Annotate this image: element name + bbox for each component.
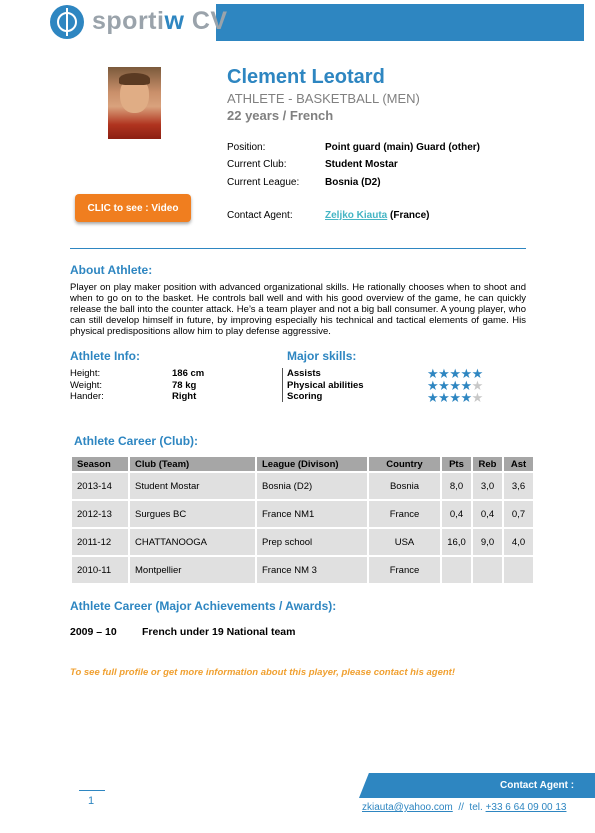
star-filled-icon: ★ xyxy=(427,390,439,405)
table-cell: 2010-11 xyxy=(72,557,128,583)
table-cell: France xyxy=(369,501,440,527)
video-button[interactable]: CLIC to see : Video xyxy=(75,194,191,222)
footer-phone-link[interactable]: +33 6 64 09 00 13 xyxy=(485,802,567,813)
skill-rating-stars xyxy=(427,392,483,404)
athlete-info-title: Athlete Info: xyxy=(70,349,140,363)
logo-text-prefix: sporti xyxy=(92,7,165,35)
league-value: Bosnia (D2) xyxy=(325,177,381,188)
height-label: Height: xyxy=(70,368,101,379)
table-cell: France NM1 xyxy=(257,501,367,527)
table-cell: 0,4 xyxy=(473,501,502,527)
athlete-name: Clement Leotard xyxy=(227,66,385,88)
table-cell: Prep school xyxy=(257,529,367,555)
table-cell xyxy=(473,557,502,583)
table-cell: 3,0 xyxy=(473,473,502,499)
logo-text xyxy=(92,7,228,36)
table-cell: 2012-13 xyxy=(72,501,128,527)
star-filled-icon: ★ xyxy=(449,366,461,381)
logo-icon xyxy=(50,5,84,39)
skill-label: Scoring xyxy=(287,391,323,402)
agent-value xyxy=(325,210,429,221)
contact-cta: To see full profile or get more information about this player, please contact his agent! xyxy=(70,667,455,678)
star-filled-icon: ★ xyxy=(438,378,450,393)
footer-contact-title: Contact Agent : xyxy=(500,780,575,791)
star-filled-icon: ★ xyxy=(427,378,439,393)
table-cell xyxy=(442,557,471,583)
club-value: Student Mostar xyxy=(325,159,398,170)
table-cell: 2011-12 xyxy=(72,529,128,555)
skill-label: Physical abilities xyxy=(287,380,364,391)
table-cell: France xyxy=(369,557,440,583)
table-cell: 0,7 xyxy=(504,501,533,527)
star-empty-icon: ★ xyxy=(471,378,483,393)
table-cell: 3,6 xyxy=(504,473,533,499)
star-filled-icon: ★ xyxy=(460,366,472,381)
star-filled-icon: ★ xyxy=(438,390,450,405)
achievements-title: Athlete Career (Major Achievements / Awards): xyxy=(70,599,337,613)
star-filled-icon: ★ xyxy=(449,378,461,393)
table-row xyxy=(72,557,533,583)
page-number: 1 xyxy=(88,795,95,807)
position-value: Point guard (main) Guard (other) xyxy=(325,142,480,153)
agent-label: Contact Agent: xyxy=(227,210,293,221)
table-cell: Bosnia (D2) xyxy=(257,473,367,499)
about-title: About Athlete: xyxy=(70,263,153,277)
hander-label: Hander: xyxy=(70,391,104,402)
table-header: Season xyxy=(72,457,128,471)
agent-country: (France) xyxy=(387,210,430,221)
page-number-rule xyxy=(79,790,105,791)
league-label: Current League: xyxy=(227,177,300,188)
table-cell: France NM 3 xyxy=(257,557,367,583)
about-text: Player on play maker position with advanced organizational skills. He rationally chooses when to shoot and when to go on to the basket. He controls ball well and with his good overview of the game, he can quickly release the ball into the counter attack. He’s a team player and not a big ball consumer. A young player, who can still develop himself in future, by improving especially his technical and tactical elements of game. His physical predispositions allow him to play defense aggressive. xyxy=(70,282,526,337)
table-cell: Montpellier xyxy=(130,557,255,583)
skill-label: Assists xyxy=(287,368,321,379)
hander-value: Right xyxy=(172,391,197,402)
star-filled-icon: ★ xyxy=(460,378,472,393)
athlete-photo xyxy=(108,67,161,139)
footer-separator: // tel. xyxy=(452,802,486,813)
weight-label: Weight: xyxy=(70,380,103,391)
table-cell: 2013-14 xyxy=(72,473,128,499)
section-divider xyxy=(70,248,526,249)
skills-divider xyxy=(282,368,283,402)
table-header-row xyxy=(72,457,533,471)
table-header: League (Divison) xyxy=(257,457,367,471)
table-cell: Surgues BC xyxy=(130,501,255,527)
table-header: Club (Team) xyxy=(130,457,255,471)
agent-link[interactable]: Zeljko Kiauta xyxy=(325,210,388,221)
weight-value: 78 kg xyxy=(172,380,197,391)
athlete-age: 22 years / French xyxy=(227,108,334,123)
table-cell: Bosnia xyxy=(369,473,440,499)
logo-text-accent: w xyxy=(164,7,185,35)
table-cell: 9,0 xyxy=(473,529,502,555)
achievement-years: 2009 – 10 xyxy=(70,626,117,638)
table-cell: Student Mostar xyxy=(130,473,255,499)
footer-contact-line xyxy=(362,802,566,813)
footer-email-link[interactable]: zkiauta@yahoo.com xyxy=(362,802,453,813)
table-header: Reb xyxy=(473,457,502,471)
star-filled-icon: ★ xyxy=(427,366,439,381)
table-cell xyxy=(504,557,533,583)
table-row xyxy=(72,529,533,555)
table-cell: 8,0 xyxy=(442,473,471,499)
table-cell: USA xyxy=(369,529,440,555)
star-filled-icon: ★ xyxy=(449,390,461,405)
photo-hair xyxy=(119,73,150,85)
club-label: Current Club: xyxy=(227,159,287,170)
star-filled-icon: ★ xyxy=(460,390,472,405)
table-cell: CHATTANOOGA xyxy=(130,529,255,555)
table-row xyxy=(72,501,533,527)
star-empty-icon: ★ xyxy=(471,390,483,405)
athlete-sport: ATHLETE - BASKETBALL (MEN) xyxy=(227,91,420,106)
table-header: Country xyxy=(369,457,440,471)
career-table xyxy=(70,455,535,585)
star-filled-icon: ★ xyxy=(471,366,483,381)
logo-text-suffix: CV xyxy=(184,7,228,35)
height-value: 186 cm xyxy=(172,368,205,379)
position-label: Position: xyxy=(227,142,266,153)
star-filled-icon: ★ xyxy=(438,366,450,381)
table-cell: 16,0 xyxy=(442,529,471,555)
skills-title: Major skills: xyxy=(287,349,357,363)
table-header: Pts xyxy=(442,457,471,471)
achievement-text: French under 19 National team xyxy=(142,626,296,638)
table-cell: 4,0 xyxy=(504,529,533,555)
table-cell: 0,4 xyxy=(442,501,471,527)
table-header: Ast xyxy=(504,457,533,471)
career-title: Athlete Career (Club): xyxy=(74,434,199,448)
table-row xyxy=(72,473,533,499)
